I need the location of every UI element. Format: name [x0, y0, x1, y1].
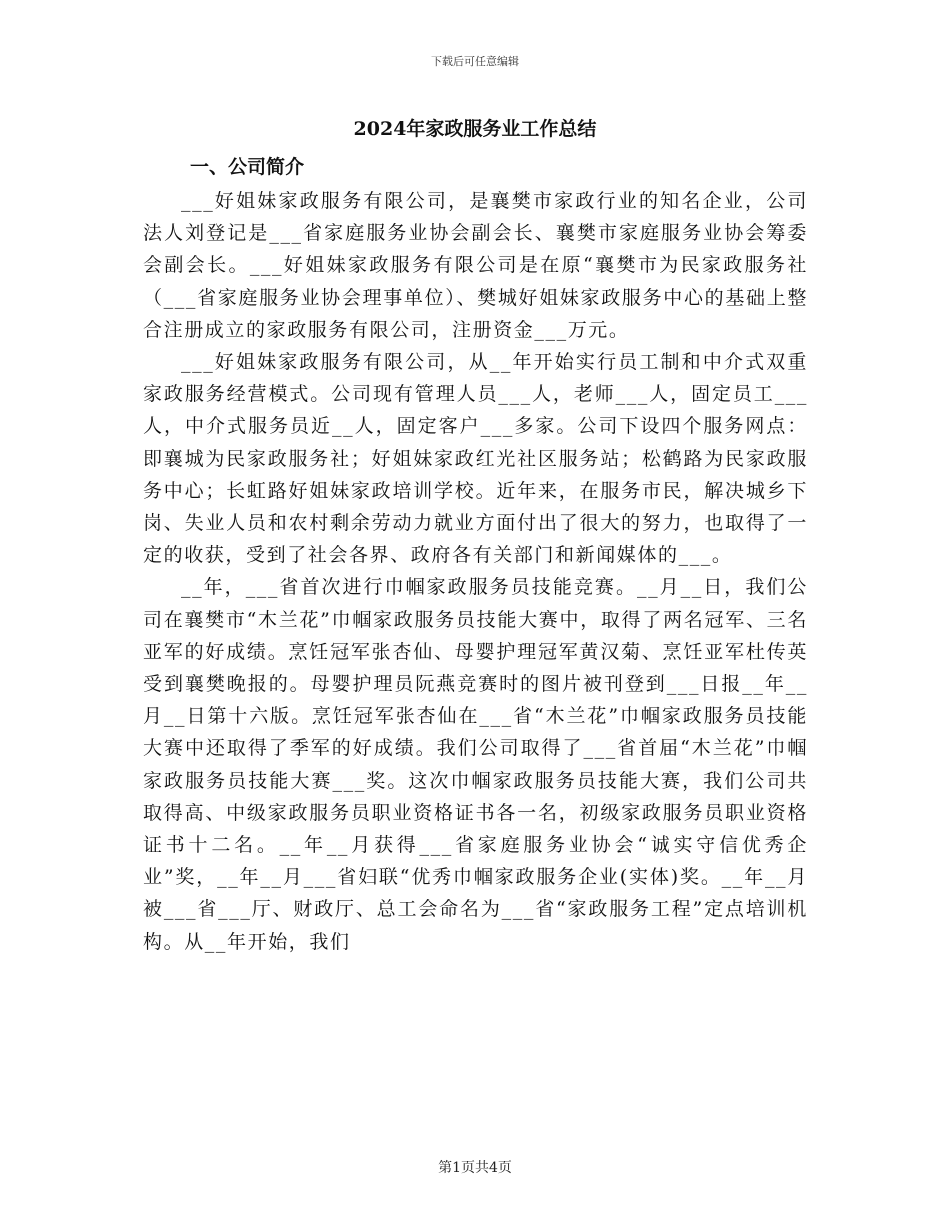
paragraph-company-intro: ___好姐妹家政服务有限公司，是襄樊市家政行业的知名企业，公司法人刘登记是___省家庭服务业协会副会长、襄樊市家庭服务业协会筹委会副会长。___好姐妹家政服务有限公司是在原“襄樊市为民家政服务社（___省家庭服务业协会理事单位）、樊城好姐妹家政服务中心的基础上整合注册成立的家政服务有限公司，注册资金___万元。	[143, 190, 808, 341]
document-title: 2024年家政服务业工作总结	[353, 118, 597, 140]
header-note: 下载后可任意编辑	[431, 55, 519, 68]
paragraph-business-model: ___好姐妹家政服务有限公司，从__年开始实行员工制和中介式双重家政服务经营模式。公司现有管理人员___人，老师___人，固定员工___人，中介式服务员近__人，固定客户___多家。公司下设四个服务网点：即襄城为民家政服务社；好姐妹家政红光社区服务站；松鹤路为民家政服务中心；长虹路好姐妹家政培训学校。近年来，在服务市民，解决城乡下岗、失业人员和农村剩余劳动力就业方面付出了很大的努力，也取得了一定的收获，受到了社会各界、政府各有关部门和新闻媒体的___。	[143, 351, 808, 567]
page-number: 第1页共4页	[438, 1160, 512, 1176]
paragraph-achievements: __年，___省首次进行巾帼家政服务员技能竞赛。__月__日，我们公司在襄樊市“木兰花”巾帼家政服务员技能大赛中，取得了两名冠军、三名亚军的好成绩。烹饪冠军张杏仙、母婴护理冠军黄汉菊、烹饪亚军杜传英受到襄樊晚报的。母婴护理员阮燕竞赛时的图片被刊登到___日报__年__月__日第十六版。烹饪冠军张杏仙在___省“木兰花”巾帼家政服务员技能大赛中还取得了季军的好成绩。我们公司取得了___省首届“木兰花”巾帼家政服务员技能大赛___奖。这次巾帼家政服务员技能大赛，我们公司共取得高、中级家政服务员职业资格证书各一名，初级家政服务员职业资格证书十二名。__年__月获得___省家庭服务业协会“诚实守信优秀企业”奖，__年__月___省妇联“优秀巾帼家政服务企业(实体)奖。__年__月被___省___厅、财政厅、总工会命名为___省“家政服务工程”定点培训机构。从__年开始，我们	[143, 576, 808, 953]
document-body	[143, 185, 808, 958]
section-heading: 一、公司简介	[190, 156, 305, 178]
